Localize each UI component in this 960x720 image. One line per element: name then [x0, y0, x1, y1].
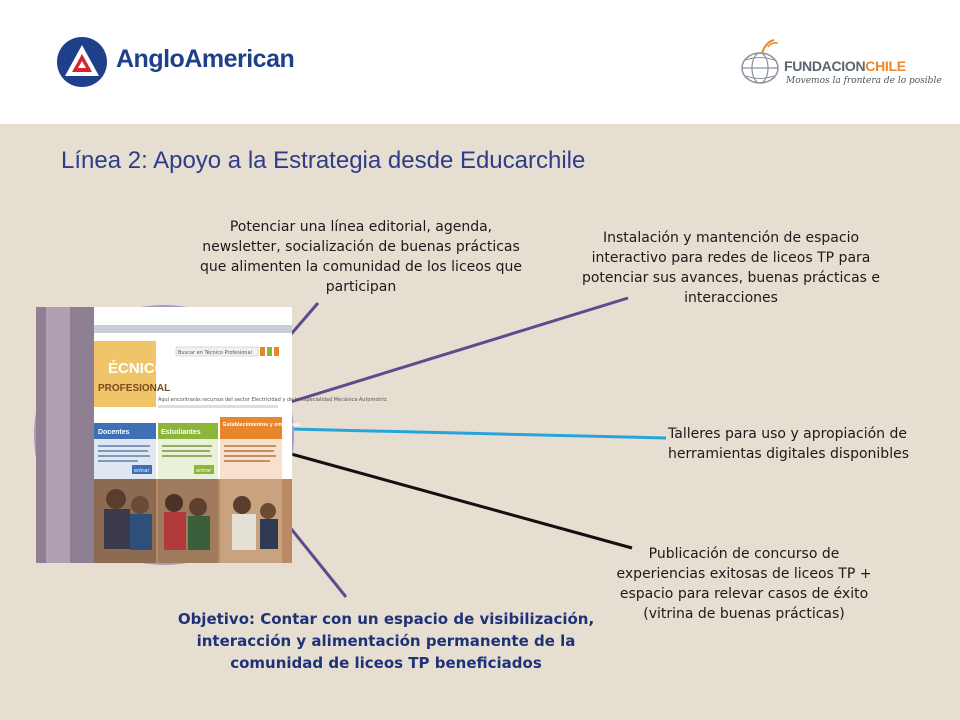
- branch-contest-text: Publicación de concurso de experiencias exitosas de liceos TP + espacio para relevar casos de éxito (vitrina de buenas prácticas): [616, 546, 872, 622]
- website-logo-line2: PROFESIONAL: [98, 383, 171, 394]
- branch-interactive-space-text: Instalación y mantención de espacio interactivo para redes de liceos TP para potenciar sus avances, buenas prácticas e interacciones: [581, 230, 881, 306]
- website-docentes-enter-label: entrar: [134, 468, 150, 474]
- website-column-establecimientos-label: Establecimientos y empresas: [223, 422, 301, 428]
- branch-workshops-text: Talleres para uso y apropiación de herramientas digitales disponibles: [668, 426, 909, 462]
- connector-interactive-space: [284, 298, 628, 404]
- website-search-placeholder: Buscar en Técnico Profesional: [178, 350, 252, 356]
- website-column-establecimientos-header: [220, 417, 282, 439]
- screen-top-bar: [94, 325, 292, 333]
- branch-editorial-text: Potenciar una línea editorial, agenda, newsletter, socialización de buenas prácticas que alimenten la comunidad de los liceos que participan: [200, 219, 522, 295]
- connector-contest: [284, 452, 632, 548]
- website-screenshot-circle: [34, 305, 389, 565]
- website-column-docentes-label: Docentes: [98, 429, 130, 436]
- website-estudiantes-enter-label: entrar: [196, 468, 212, 474]
- connector-workshops: [290, 429, 666, 438]
- fundacion-chile-wordmark: FUNDACIONCHILE: [784, 58, 906, 74]
- website-intro-text: Aquí encontrarás recursos del sector Electricidad y de la especialidad Mecánica Automotriz.: [158, 397, 389, 403]
- website-column-estudiantes-label: Estudiantes: [161, 429, 201, 436]
- anglo-american-wordmark: AngloAmerican: [116, 45, 295, 73]
- website-screenshot: [36, 307, 389, 563]
- website-logo-line1: ÉCNICO: [108, 360, 167, 377]
- slide-title: Línea 2: Apoyo a la Estrategia desde Educarchile: [61, 147, 586, 174]
- fundacion-chile-tagline: Movemos la frontera de lo posible: [786, 76, 942, 86]
- objective-text: Objetivo: Contar con un espacio de visibilización, interacción y alimentación permanente de la comunidad de liceos TP beneficiados: [177, 610, 595, 672]
